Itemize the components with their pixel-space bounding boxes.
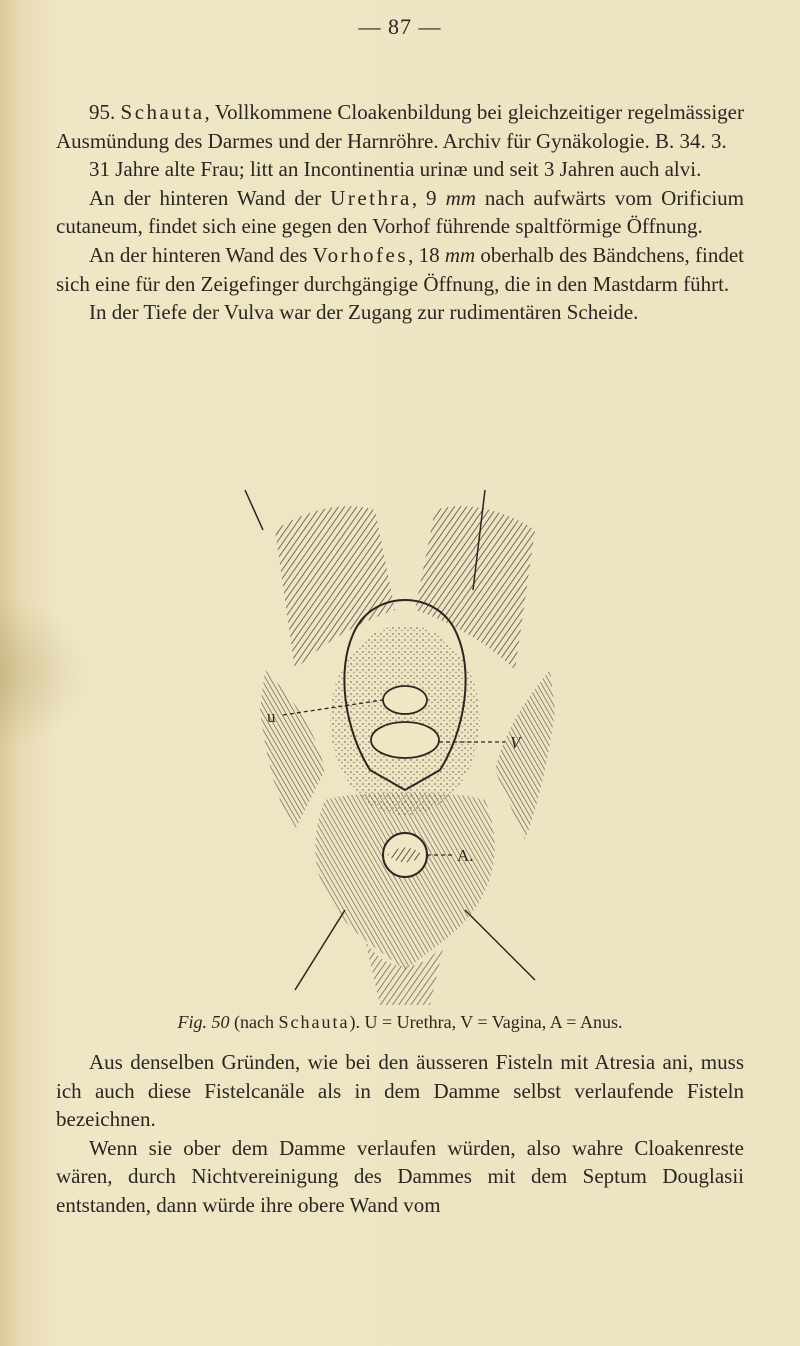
p3-unit: mm: [444, 242, 476, 267]
continuation-paragraph-1: Aus denselben Gründen, wie bei den äusseren Fisteln mit Atresia ani, muss ich auch diese Fistelcanäle als in dem Damme selbst verlaufende Fisteln bezeichnen.: [56, 1050, 744, 1132]
perineum: [315, 793, 494, 971]
label-a: A.: [457, 846, 474, 865]
label-v: V: [510, 733, 521, 752]
caption-author: Schauta: [278, 1012, 350, 1032]
page-number: — 87 —: [358, 14, 442, 39]
entry-paragraph-1: 31 Jahre alte Frau; litt an Incontinentia urinæ und seit 3 Jahren auch alvi.: [89, 157, 702, 182]
entry-author: Schauta: [120, 100, 205, 124]
p3-c: oberhalb des Bändchens, findet sich eine für den Zeigefinger durchgängige Öffnung, die in den Mastdarm führt.: [56, 242, 744, 296]
continuation-text: [56, 1048, 744, 1220]
continuation-paragraph-2: Wenn sie ober dem Damme verlaufen würden, also wahre Cloakenreste wären, durch Nichtvereinigung des Dammes mit dem Septum Douglasii entstanden, dann würde ihre obere Wand vom: [56, 1135, 744, 1217]
vagina-opening: [371, 722, 439, 758]
entry-text: [56, 98, 744, 327]
right-labium-lower: [495, 670, 555, 840]
p3-b: , 18: [408, 242, 445, 267]
vestibule: [330, 625, 480, 815]
left-labium-lower: [260, 670, 325, 830]
p2-c: nach aufwärts vom Orificium cutaneum, findet sich eine gegen den Vorhof führende spaltförmige Öffnung.: [56, 185, 744, 239]
anatomical-figure: [205, 470, 605, 1010]
fold-line-lower-left: [295, 910, 345, 990]
caption-fig-label: Fig. 50: [177, 1012, 230, 1032]
entry-paragraph-4: In der Tiefe der Vulva war der Zugang zur rudimentären Scheide.: [89, 300, 639, 325]
urethra-opening: [383, 686, 427, 714]
entry-paragraph-3: [56, 241, 744, 298]
fold-line-left: [245, 490, 263, 530]
p3-term: Vorhofes: [312, 242, 409, 267]
entry-title: , Vollkommene Cloakenbildung bei gleichzeitiger regelmässiger Ausmündung des Darmes und der Harnröhre. Archiv für Gynäkologie. B. 34. 3.: [56, 100, 744, 153]
entry-number: 95.: [89, 100, 116, 124]
figure-illustration: [205, 470, 605, 1010]
entry-heading: [56, 98, 744, 155]
caption-open: (nach: [229, 1012, 279, 1032]
p2-unit: mm: [445, 185, 476, 210]
p3-a: An der hinteren Wand des: [89, 242, 313, 267]
fold-line-lower-right: [465, 910, 535, 980]
caption-rest: ). U = Urethra, V = Vagina, A = Anus.: [349, 1012, 623, 1032]
p2-a: An der hinteren Wand der: [89, 185, 331, 210]
p2-term: Urethra: [330, 185, 412, 210]
entry-paragraph-2: [56, 184, 744, 241]
figure-caption: [0, 1012, 800, 1033]
p2-b: , 9: [411, 185, 446, 210]
label-u: u: [267, 707, 276, 726]
